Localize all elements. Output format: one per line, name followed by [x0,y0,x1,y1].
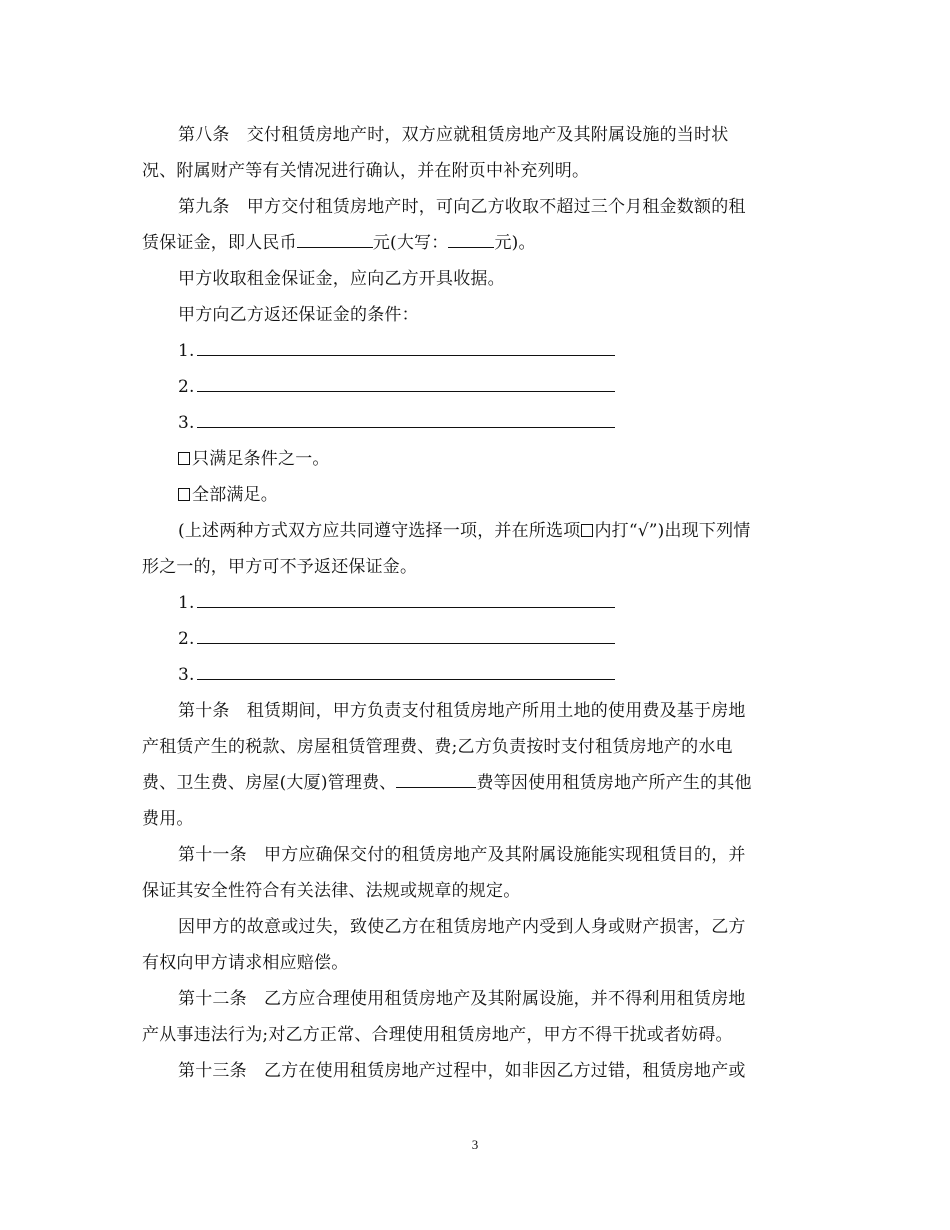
selection-note-text-b: 内打“√”)出现下列情 [594,521,751,541]
deposit-receipt-text: 甲方收取租金保证金，应向乙方开具收据。 [178,269,505,289]
article-8-line-1: 第八条 交付租赁房地产时，双方应就租赁房地产及其附属设施的当时状 [178,125,729,145]
article-10-line-3-text-a: 费、卫生费、房屋(大厦)管理费、 [142,773,397,793]
option-one [142,441,806,477]
article-9-line-2-text-a: 赁保证金，即人民币 [142,233,297,253]
no-return-condition-number: 3. [178,665,195,685]
selection-note [142,513,806,585]
article-11-p2-line-1: 因甲方的故意或过失，致使乙方在租赁房地产内受到人身或财产损害，乙方 [178,917,746,937]
article-10-line-4: 费用。 [142,809,194,829]
article-11-p2-line-2: 有权向甲方请求相应赔偿。 [142,953,349,973]
return-condition-number: 3. [178,413,195,433]
page-number: 3 [471,1137,479,1152]
article-9-line-1: 第九条 甲方交付租赁房地产时，可向乙方收取不超过三个月租金数额的租 [178,197,746,217]
fill-in-line [197,391,615,392]
article-10-line-2: 产租赁产生的税款、房屋租赁管理费、费;乙方负责按时支付租赁房地产的水电 [142,737,733,757]
article-10 [142,693,806,837]
return-conditions-title-text: 甲方向乙方返还保证金的条件： [178,305,419,325]
return-conditions-title [142,297,806,333]
option-two [142,477,806,513]
article-8-line-2: 况、附属财产等有关情况进行确认，并在附页中补充列明。 [142,161,590,181]
return-condition-item [142,369,806,405]
article-8 [142,117,806,189]
deposit-receipt-paragraph [142,261,806,297]
option-one-label: 只满足条件之一。 [192,449,330,469]
fill-in-line [197,427,615,428]
fill-in-line [197,679,615,680]
amount-blank [297,247,373,248]
return-condition-number: 2. [178,377,195,397]
return-condition-number: 1. [178,341,195,361]
no-return-condition-item [142,621,806,657]
fee-blank [396,787,476,788]
checkbox [581,524,593,537]
article-13 [142,1053,806,1089]
article-9 [142,189,806,261]
checkbox [178,452,190,465]
article-9-line-2 [142,225,806,261]
article-13-line-1: 第十三条 乙方在使用租赁房地产过程中，如非因乙方过错，租赁房地产或 [178,1061,746,1081]
fill-in-line [197,355,615,356]
article-12-line-2: 产从事违法行为;对乙方正常、合理使用租赁房地产，甲方不得干扰或者妨碍。 [142,1025,733,1045]
fill-in-line [197,607,615,608]
return-condition-item [142,333,806,369]
selection-note-text-a: (上述两种方式双方应共同遵守选择一项，并在所选项 [178,521,581,541]
no-return-condition-number: 1. [178,593,195,613]
article-11 [142,837,806,909]
selection-note-line-2: 形之一的，甲方可不予返还保证金。 [142,557,418,577]
option-two-label: 全部满足。 [192,485,278,505]
checkbox [178,488,190,501]
article-10-line-3-text-b: 费等因使用租赁房地产所产生的其他 [476,773,752,793]
article-11-line-2: 保证其安全性符合有关法律、法规或规章的规定。 [142,881,521,901]
article-12 [142,981,806,1053]
article-9-line-2-text-c: 元)。 [494,233,536,253]
no-return-condition-item [142,657,806,693]
return-condition-item [142,405,806,441]
fill-in-line [197,643,615,644]
no-return-condition-number: 2. [178,629,195,649]
article-12-line-1: 第十二条 乙方应合理使用租赁房地产及其附属设施，并不得利用租赁房地 [178,989,746,1009]
document-body [142,117,806,1089]
article-9-line-2-text-b: 元(大写： [372,233,449,253]
article-10-line-1: 第十条 租赁期间，甲方负责支付租赁房地产所用土地的使用费及基于房地 [178,701,746,721]
article-11-line-1: 第十一条 甲方应确保交付的租赁房地产及其附属设施能实现租赁目的，并 [178,845,746,865]
article-11-paragraph-2 [142,909,806,981]
amount-words-blank [448,247,494,248]
no-return-condition-item [142,585,806,621]
